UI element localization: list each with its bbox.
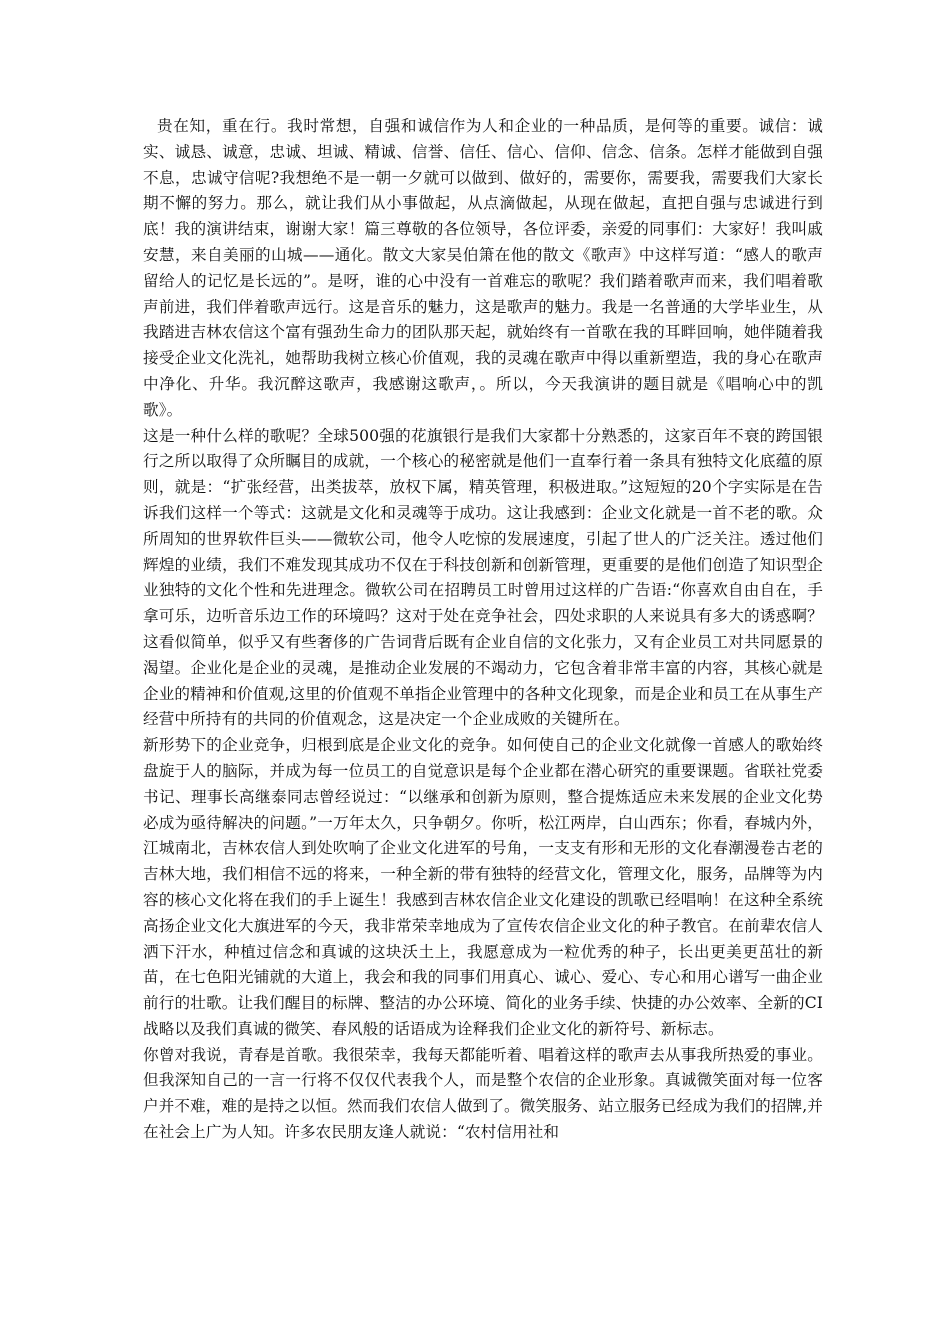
paragraph-3: 新形势下的企业竞争，归根到底是企业文化的竞争。如何使自己的企业文化就像一首感人的歌始终盘旋于人的脑际，并成为每一位员工的自觉意识是每个企业都在潜心研究的重要课题。省联社党委书记、理事长高继泰同志曾经说过：“以继承和创新为原则，整合提炼适应未来发展的企业文化势必成为亟待解决的问题。”一万年太久，只争朝夕。你听，松江两岸，白山西东；你看，春城内外，江城南北，吉林农信人到处吹响了企业文化进军的号角，一支支有形和无形的文化春潮漫卷古老的吉林大地，我们相信不远的将来，一种全新的带有独特的经营文化，管理文化，服务，品牌等为内容的核心文化将在我们的手上诞生！我感到吉林农信企业文化建设的凯歌已经唱响！在这种全系统高扬企业文化大旗进军的今天，我非常荣幸地成为了宣传农信企业文化的种子教官。在前辈农信人洒下汗水，种植过信念和真诚的这块沃土上，我愿意成为一粒优秀的种子，长出更美更茁壮的新苗，在七色阳光铺就的大道上，我会和我的同事们用真心、诚心、爱心、专心和用心谱写一曲企业前行的壮歌。让我们醒目的标牌、整洁的办公环境、简化的业务手续、快捷的办公效率、全新的CI战略以及我们真诚的微笑、春风般的话语成为诠释我们企业文化的新符号、新标志。 — [143, 736, 823, 1038]
paragraph-2: 这是一种什么样的歌呢？全球500强的花旗银行是我们大家都十分熟悉的，这家百年不衰的跨国银行之所以取得了众所瞩目的成就，一个核心的秘密就是他们一直奉行着一条具有独特文化底蕴的原则，就是：“扩张经营，出类拔萃，放权下属，精英管理，积极进取。”这短短的20个字实际是在告诉我们这样一个等式：这就是文化和灵魂等于成功。这让我感到：企业文化就是一首不老的歌。众所周知的世界软件巨头——微软公司，他令人吃惊的发展速度，引起了世人的广泛关注。透过他们辉煌的业绩，我们不难发现其成功不仅在于科技创新和创新管理，更重要的是他们创造了知识型企业独特的文化个性和先进理念。微软公司在招聘员工时曾用过这样的广告语:“你喜欢自由自在，手拿可乐，边听音乐边工作的环境吗？这对于处在竞争社会，四处求职的人来说具有多大的诱惑啊？这看似简单，似乎又有些奢侈的广告词背后既有企业自信的文化张力，又有企业员工对共同愿景的渴望。企业化是企业的灵魂，是推动企业发展的不竭动力，它包含着非常丰富的内容，其核心就是企业的精神和价值观,这里的价值观不单指企业管理中的各种文化现象，而是企业和员工在从事生产经营中所持有的共同的价值观念，这是决定一个企业成败的关键所在。 — [143, 426, 823, 729]
paragraph-4: 你曾对我说，青春是首歌。我很荣幸，我每天都能听着、唱着这样的歌声去从事我所热爱的事业。但我深知自己的一言一行将不仅仅代表我个人，而是整个农信的企业形象。真诚微笑面对每一位客户并不难，难的是持之以恒。然而我们农信人做到了。微笑服务、站立服务已经成为我们的招牌,并在社会上广为人知。许多农民朋友逢人就说：“农村信用社和 — [143, 1045, 823, 1142]
document-body — [143, 114, 823, 1146]
paragraph-1: 贵在知，重在行。我时常想，自强和诚信作为人和企业的一种品质，是何等的重要。诚信：诚实、诚恳、诚意，忠诚、坦诚、精诚、信誉、信任、信心、信仰、信念、信条。怎样才能做到自强不息，忠诚守信呢?我想绝不是一朝一夕就可以做到、做好的，需要你，需要我，需要我们大家长期不懈的努力。那么，就让我们从小事做起，从点滴做起，从现在做起，直把自强与忠诚进行到底！我的演讲结束，谢谢大家！篇三尊敬的各位领导，各位评委，亲爱的同事们：大家好！我叫戚安慧，来自美丽的山城——通化。散文大家吴伯箫在他的散文《歌声》中这样写道：“感人的歌声留给人的记忆是长远的”。是呀，谁的心中没有一首难忘的歌呢？我们踏着歌声而来，我们唱着歌声前进，我们伴着歌声远行。这是音乐的魅力，这是歌声的魅力。我是一名普通的大学毕业生，从我踏进吉林农信这个富有强劲生命力的团队那天起，就始终有一首歌在我的耳畔回响，她伴随着我接受企业文化洗礼，她帮助我树立核心价值观，我的灵魂在歌声中得以重新塑造，我的身心在歌声中净化、升华。我沉醉这歌声，我感谢这歌声，。所以，今天我演讲的题目就是《唱响心中的凯歌》。 — [143, 117, 823, 419]
